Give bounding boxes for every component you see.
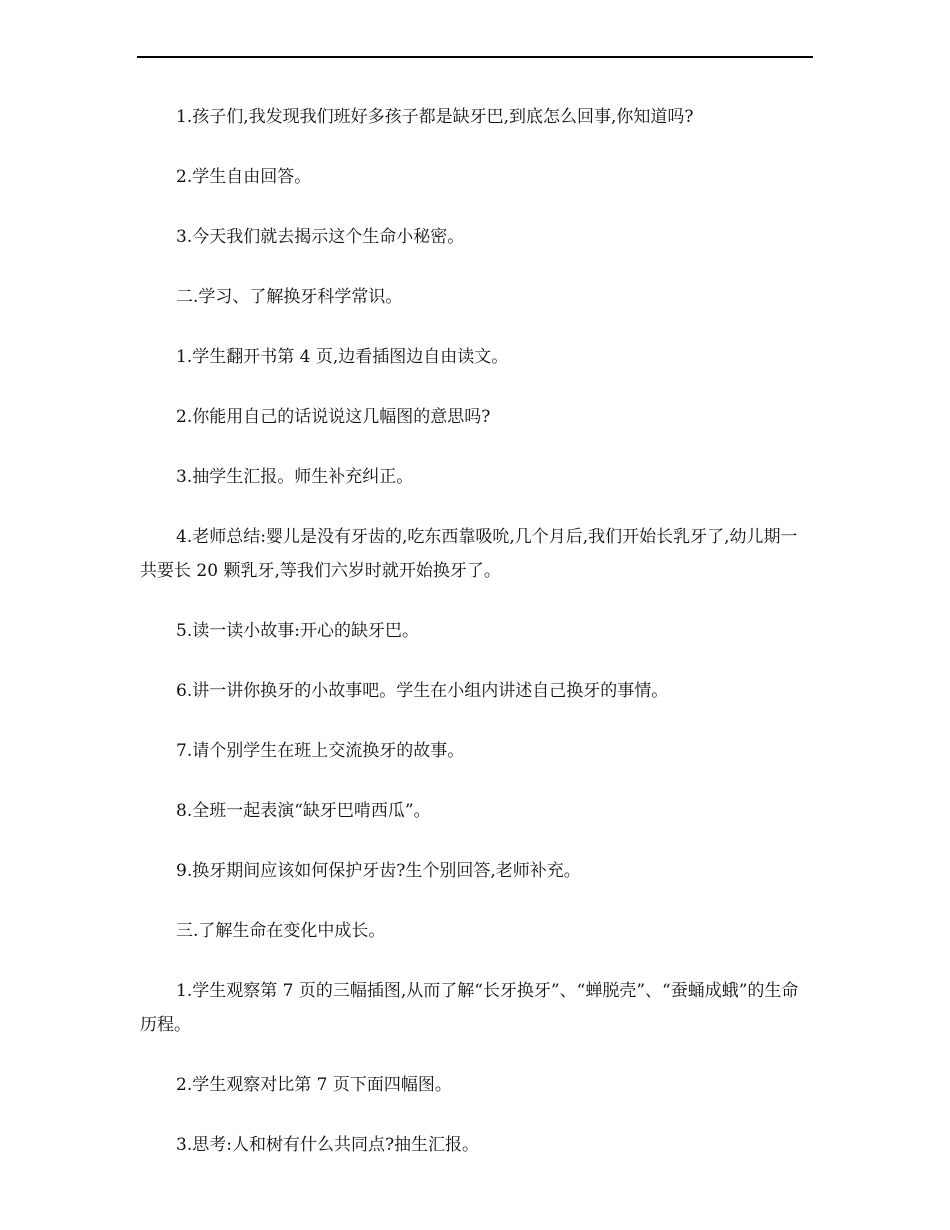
paragraph: 1.学生观察第 7 页的三幅插图,从而了解“长牙换牙”、“蝉脱壳”、“蚕蛹成蛾”的生命历程。 (140, 981, 799, 1035)
header-rule (137, 56, 813, 58)
paragraph: 3.今天我们就去揭示这个生命小秘密。 (176, 227, 465, 247)
paragraph: 5.读一读小故事:开心的缺牙巴。 (176, 621, 419, 641)
paragraph: 1.孩子们,我发现我们班好多孩子都是缺牙巴,到底怎么回事,你知道吗? (176, 107, 694, 127)
paragraph: 8.全班一起表演“缺牙巴啃西瓜”。 (176, 801, 431, 821)
section-heading: 三.了解生命在变化中成长。 (176, 921, 386, 941)
paragraph: 2.学生自由回答。 (176, 167, 312, 187)
document-body (140, 100, 808, 1188)
paragraph: 7.请个别学生在班上交流换牙的故事。 (176, 741, 465, 761)
paragraph: 1.学生翻开书第 4 页,边看插图边自由读文。 (176, 347, 509, 367)
paragraph: 9.换牙期间应该如何保护牙齿?生个别回答,老师补充。 (176, 861, 581, 881)
paragraph: 2.你能用自己的话说说这几幅图的意思吗? (176, 407, 491, 427)
paragraph: 4.老师总结:婴儿是没有牙齿的,吃东西靠吸吮,几个月后,我们开始长乳牙了,幼儿期一共要长 20 颗乳牙,等我们六岁时就开始换牙了。 (140, 527, 798, 581)
paragraph: 3.思考:人和树有什么共同点?抽生汇报。 (176, 1135, 480, 1155)
paragraph: 3.抽学生汇报。师生补充纠正。 (176, 467, 414, 487)
section-heading: 二.学习、了解换牙科学常识。 (176, 287, 403, 307)
paragraph: 2.学生观察对比第 7 页下面四幅图。 (176, 1075, 452, 1095)
paragraph: 6.讲一讲你换牙的小故事吧。学生在小组内讲述自己换牙的事情。 (176, 681, 669, 701)
